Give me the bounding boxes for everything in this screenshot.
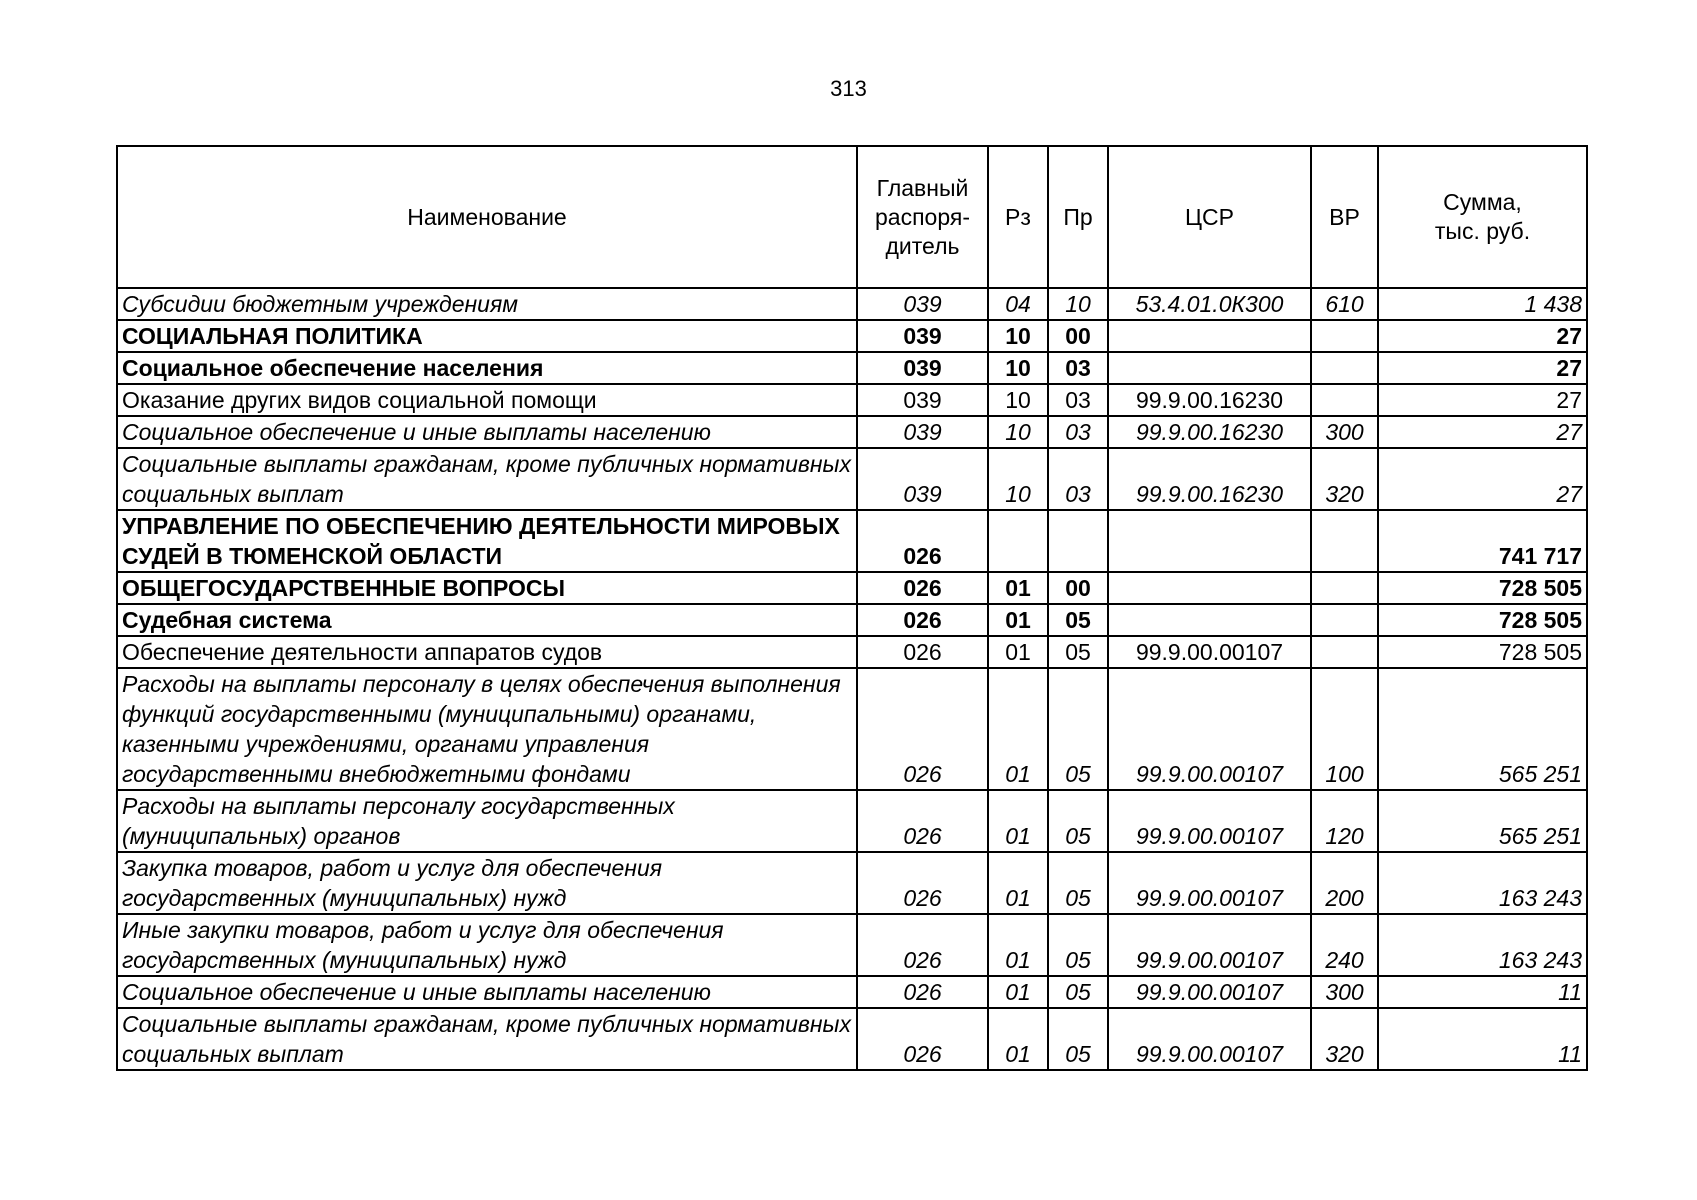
cell-name: Социальные выплаты гражданам, кроме публичных нормативных социальных выплат xyxy=(117,448,857,510)
cell-vr: 300 xyxy=(1311,976,1378,1008)
cell-rz: 01 xyxy=(988,790,1048,852)
header-rz: Рз xyxy=(988,146,1048,288)
cell-pr: 03 xyxy=(1048,352,1108,384)
cell-name: Обеспечение деятельности аппаратов судов xyxy=(117,636,857,668)
header-name: Наименование xyxy=(117,146,857,288)
cell-name: Социальное обеспечение населения xyxy=(117,352,857,384)
cell-csr: 99.9.00.00107 xyxy=(1108,976,1311,1008)
cell-rz: 01 xyxy=(988,852,1048,914)
cell-sum: 565 251 xyxy=(1378,668,1587,790)
cell-name: Иные закупки товаров, работ и услуг для обеспечения государственных (муниципальных) нужд xyxy=(117,914,857,976)
cell-name: Социальное обеспечение и иные выплаты населению xyxy=(117,976,857,1008)
table-row xyxy=(117,914,1587,976)
cell-vr: 240 xyxy=(1311,914,1378,976)
cell-pr: 05 xyxy=(1048,914,1108,976)
cell-manager: 026 xyxy=(857,1008,988,1070)
cell-name: Социальное обеспечение и иные выплаты населению xyxy=(117,416,857,448)
cell-vr xyxy=(1311,384,1378,416)
table-row xyxy=(117,852,1587,914)
cell-pr: 10 xyxy=(1048,288,1108,320)
cell-rz: 01 xyxy=(988,976,1048,1008)
cell-pr: 05 xyxy=(1048,790,1108,852)
cell-csr xyxy=(1108,572,1311,604)
cell-sum: 27 xyxy=(1378,448,1587,510)
cell-csr: 99.9.00.00107 xyxy=(1108,852,1311,914)
cell-manager: 026 xyxy=(857,914,988,976)
cell-vr: 320 xyxy=(1311,448,1378,510)
cell-csr: 99.9.00.00107 xyxy=(1108,914,1311,976)
cell-manager: 026 xyxy=(857,604,988,636)
table-row xyxy=(117,320,1587,352)
cell-rz: 01 xyxy=(988,636,1048,668)
cell-sum: 728 505 xyxy=(1378,604,1587,636)
cell-name: Социальные выплаты гражданам, кроме публичных нормативных социальных выплат xyxy=(117,1008,857,1070)
cell-pr: 05 xyxy=(1048,636,1108,668)
cell-rz: 01 xyxy=(988,1008,1048,1070)
cell-name: ОБЩЕГОСУДАРСТВЕННЫЕ ВОПРОСЫ xyxy=(117,572,857,604)
cell-vr xyxy=(1311,320,1378,352)
cell-rz: 01 xyxy=(988,604,1048,636)
page-number: 313 xyxy=(830,76,867,101)
table-row xyxy=(117,604,1587,636)
cell-csr xyxy=(1108,320,1311,352)
table-row xyxy=(117,790,1587,852)
cell-name: Судебная система xyxy=(117,604,857,636)
header-vr: ВР xyxy=(1311,146,1378,288)
cell-vr xyxy=(1311,510,1378,572)
budget-table xyxy=(116,145,1588,1071)
cell-sum: 27 xyxy=(1378,384,1587,416)
cell-csr xyxy=(1108,604,1311,636)
cell-manager: 039 xyxy=(857,352,988,384)
cell-sum: 741 717 xyxy=(1378,510,1587,572)
table-row xyxy=(117,1008,1587,1070)
cell-rz: 04 xyxy=(988,288,1048,320)
cell-rz: 01 xyxy=(988,914,1048,976)
cell-csr: 99.9.00.00107 xyxy=(1108,668,1311,790)
cell-sum: 27 xyxy=(1378,416,1587,448)
cell-manager: 026 xyxy=(857,852,988,914)
cell-vr: 100 xyxy=(1311,668,1378,790)
cell-csr: 99.9.00.16230 xyxy=(1108,384,1311,416)
cell-pr: 05 xyxy=(1048,976,1108,1008)
cell-pr: 05 xyxy=(1048,852,1108,914)
cell-sum: 728 505 xyxy=(1378,636,1587,668)
table-row xyxy=(117,384,1587,416)
cell-vr xyxy=(1311,636,1378,668)
table-row xyxy=(117,416,1587,448)
cell-name: Расходы на выплаты персоналу в целях обеспечения выполнения функций государственными (муниципальными) органами, казенными учреждениями, органами управления государственными внебюджетными фондами xyxy=(117,668,857,790)
table-row xyxy=(117,510,1587,572)
cell-vr: 120 xyxy=(1311,790,1378,852)
cell-manager: 026 xyxy=(857,668,988,790)
cell-pr: 05 xyxy=(1048,604,1108,636)
cell-manager: 026 xyxy=(857,510,988,572)
cell-name: СОЦИАЛЬНАЯ ПОЛИТИКА xyxy=(117,320,857,352)
cell-sum: 163 243 xyxy=(1378,914,1587,976)
cell-manager: 026 xyxy=(857,976,988,1008)
header-row xyxy=(117,146,1587,288)
cell-pr: 03 xyxy=(1048,416,1108,448)
cell-name: Расходы на выплаты персоналу государственных (муниципальных) органов xyxy=(117,790,857,852)
cell-manager: 026 xyxy=(857,790,988,852)
header-pr: Пр xyxy=(1048,146,1108,288)
table-row xyxy=(117,572,1587,604)
cell-vr xyxy=(1311,352,1378,384)
cell-manager: 026 xyxy=(857,572,988,604)
header-manager xyxy=(857,146,988,288)
cell-rz: 10 xyxy=(988,352,1048,384)
cell-csr: 99.9.00.00107 xyxy=(1108,636,1311,668)
cell-csr: 99.9.00.16230 xyxy=(1108,448,1311,510)
cell-sum: 163 243 xyxy=(1378,852,1587,914)
cell-vr: 320 xyxy=(1311,1008,1378,1070)
cell-manager: 039 xyxy=(857,416,988,448)
cell-csr xyxy=(1108,352,1311,384)
cell-sum: 1 438 xyxy=(1378,288,1587,320)
cell-name: Закупка товаров, работ и услуг для обеспечения государственных (муниципальных) нужд xyxy=(117,852,857,914)
header-sum xyxy=(1378,146,1587,288)
cell-sum: 27 xyxy=(1378,320,1587,352)
cell-rz: 10 xyxy=(988,384,1048,416)
cell-csr: 99.9.00.00107 xyxy=(1108,1008,1311,1070)
cell-vr xyxy=(1311,604,1378,636)
cell-rz: 10 xyxy=(988,416,1048,448)
table-row xyxy=(117,448,1587,510)
cell-sum: 728 505 xyxy=(1378,572,1587,604)
cell-name: Оказание других видов социальной помощи xyxy=(117,384,857,416)
cell-name: Субсидии бюджетным учреждениям xyxy=(117,288,857,320)
cell-vr xyxy=(1311,572,1378,604)
cell-sum: 27 xyxy=(1378,352,1587,384)
table-row xyxy=(117,668,1587,790)
header-manager-label: Главный распоря-дитель xyxy=(875,174,970,259)
cell-sum: 565 251 xyxy=(1378,790,1587,852)
cell-pr xyxy=(1048,510,1108,572)
cell-pr: 05 xyxy=(1048,668,1108,790)
table-row xyxy=(117,976,1587,1008)
cell-csr: 53.4.01.0К300 xyxy=(1108,288,1311,320)
cell-vr: 300 xyxy=(1311,416,1378,448)
cell-sum: 11 xyxy=(1378,976,1587,1008)
cell-name: УПРАВЛЕНИЕ ПО ОБЕСПЕЧЕНИЮ ДЕЯТЕЛЬНОСТИ МИРОВЫХ СУДЕЙ В ТЮМЕНСКОЙ ОБЛАСТИ xyxy=(117,510,857,572)
table-row xyxy=(117,636,1587,668)
table-row xyxy=(117,288,1587,320)
table-row xyxy=(117,352,1587,384)
cell-pr: 03 xyxy=(1048,384,1108,416)
cell-manager: 039 xyxy=(857,288,988,320)
cell-pr: 05 xyxy=(1048,1008,1108,1070)
cell-manager: 026 xyxy=(857,636,988,668)
cell-csr: 99.9.00.16230 xyxy=(1108,416,1311,448)
cell-vr: 200 xyxy=(1311,852,1378,914)
cell-sum: 11 xyxy=(1378,1008,1587,1070)
cell-rz xyxy=(988,510,1048,572)
cell-rz: 01 xyxy=(988,668,1048,790)
cell-manager: 039 xyxy=(857,384,988,416)
cell-pr: 00 xyxy=(1048,572,1108,604)
cell-rz: 10 xyxy=(988,320,1048,352)
header-sum-label: Сумма, тыс. руб. xyxy=(1434,189,1531,244)
cell-rz: 10 xyxy=(988,448,1048,510)
header-csr: ЦСР xyxy=(1108,146,1311,288)
cell-manager: 039 xyxy=(857,320,988,352)
cell-rz: 01 xyxy=(988,572,1048,604)
cell-csr xyxy=(1108,510,1311,572)
cell-vr: 610 xyxy=(1311,288,1378,320)
cell-pr: 00 xyxy=(1048,320,1108,352)
cell-pr: 03 xyxy=(1048,448,1108,510)
cell-csr: 99.9.00.00107 xyxy=(1108,790,1311,852)
cell-manager: 039 xyxy=(857,448,988,510)
